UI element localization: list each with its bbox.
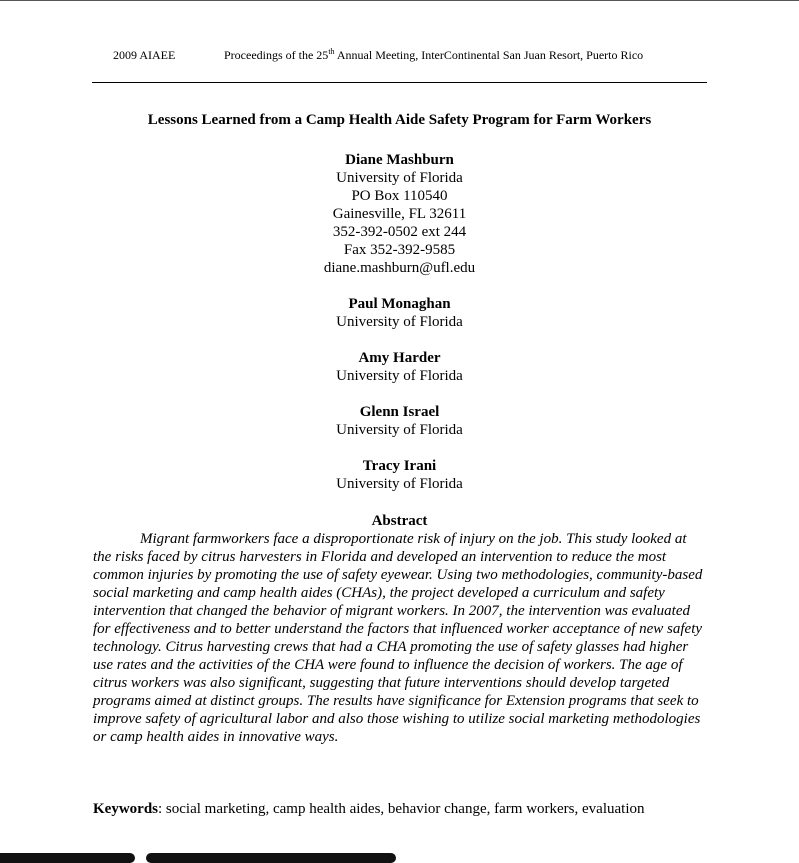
keywords-label: Keywords — [93, 801, 158, 817]
header-rule — [92, 82, 707, 83]
abstract-text: Migrant farmworkers face a disproportionate risk of injury on the job. This study looked at the risks faced by citrus harvesters in Florida and developed an intervention to reduce the most common injuries by promoting the use of safety eyewear. Using two methodologies, community-based social marketing and camp health aides (CHAs), the project developed a curriculum and safety intervention that changed the behavior of migrant workers. In 2007, the intervention was evaluated for effectiveness and to better understand the factors that influenced worker acceptance of new safety technology. Citrus harvesting crews that had a CHA promoting the use of safety glasses had higher use rates and the activities of the CHA were found to influence the decision of workers. The age of citrus workers was also significant, suggesting that future interventions should develop targeted programs aimed at distinct groups. The results have significance for Extension programs that seek to improve safety of agricultural labor and also those wishing to utilize social marketing methodologies or camp health aides in innovative ways. — [93, 531, 703, 745]
viewer-toolbar-segment — [146, 853, 396, 863]
author-block — [92, 349, 707, 385]
author-affiliation: University of Florida — [336, 368, 463, 384]
header-proceedings-prefix: Proceedings of the 25 — [224, 48, 329, 62]
author-email: diane.mashburn@ufl.edu — [323, 260, 476, 276]
header-proceedings-suffix: Annual Meeting, InterContinental San Juan Resort, Puerto Rico — [334, 48, 644, 62]
author-affiliation: University of Florida — [336, 476, 463, 492]
author-block — [92, 457, 707, 493]
author-address: PO Box 110540 — [351, 188, 448, 204]
abstract-heading: Abstract — [371, 513, 428, 529]
author-affiliation: University of Florida — [336, 422, 463, 438]
author-name: Paul Monaghan — [348, 296, 451, 312]
author-city: Gainesville, FL 32611 — [332, 206, 467, 222]
author-affiliation: University of Florida — [336, 170, 463, 186]
header-year: 2009 AIAEE — [113, 48, 176, 62]
author-name: Amy Harder — [358, 350, 441, 366]
keywords-text: : social marketing, camp health aides, behavior change, farm workers, evaluation — [158, 801, 645, 817]
author-name: Tracy Irani — [362, 458, 437, 474]
author-block — [92, 403, 707, 439]
author-phone: 352-392-0502 ext 244 — [332, 224, 467, 240]
header-proceedings — [224, 47, 643, 63]
author-name: Glenn Israel — [359, 404, 440, 420]
author-block — [92, 295, 707, 331]
header-proceedings-sup: th — [328, 47, 335, 56]
author-list — [92, 151, 707, 511]
viewer-toolbar-segment — [0, 853, 135, 863]
author-fax: Fax 352-392-9585 — [343, 242, 456, 258]
author-name: Diane Mashburn — [345, 152, 454, 168]
keywords — [93, 800, 706, 818]
paper-title: Lessons Learned from a Camp Health Aide Safety Program for Farm Workers — [147, 112, 652, 128]
author-block — [92, 151, 707, 277]
page-top-border — [0, 0, 799, 1]
author-affiliation: University of Florida — [336, 314, 463, 330]
